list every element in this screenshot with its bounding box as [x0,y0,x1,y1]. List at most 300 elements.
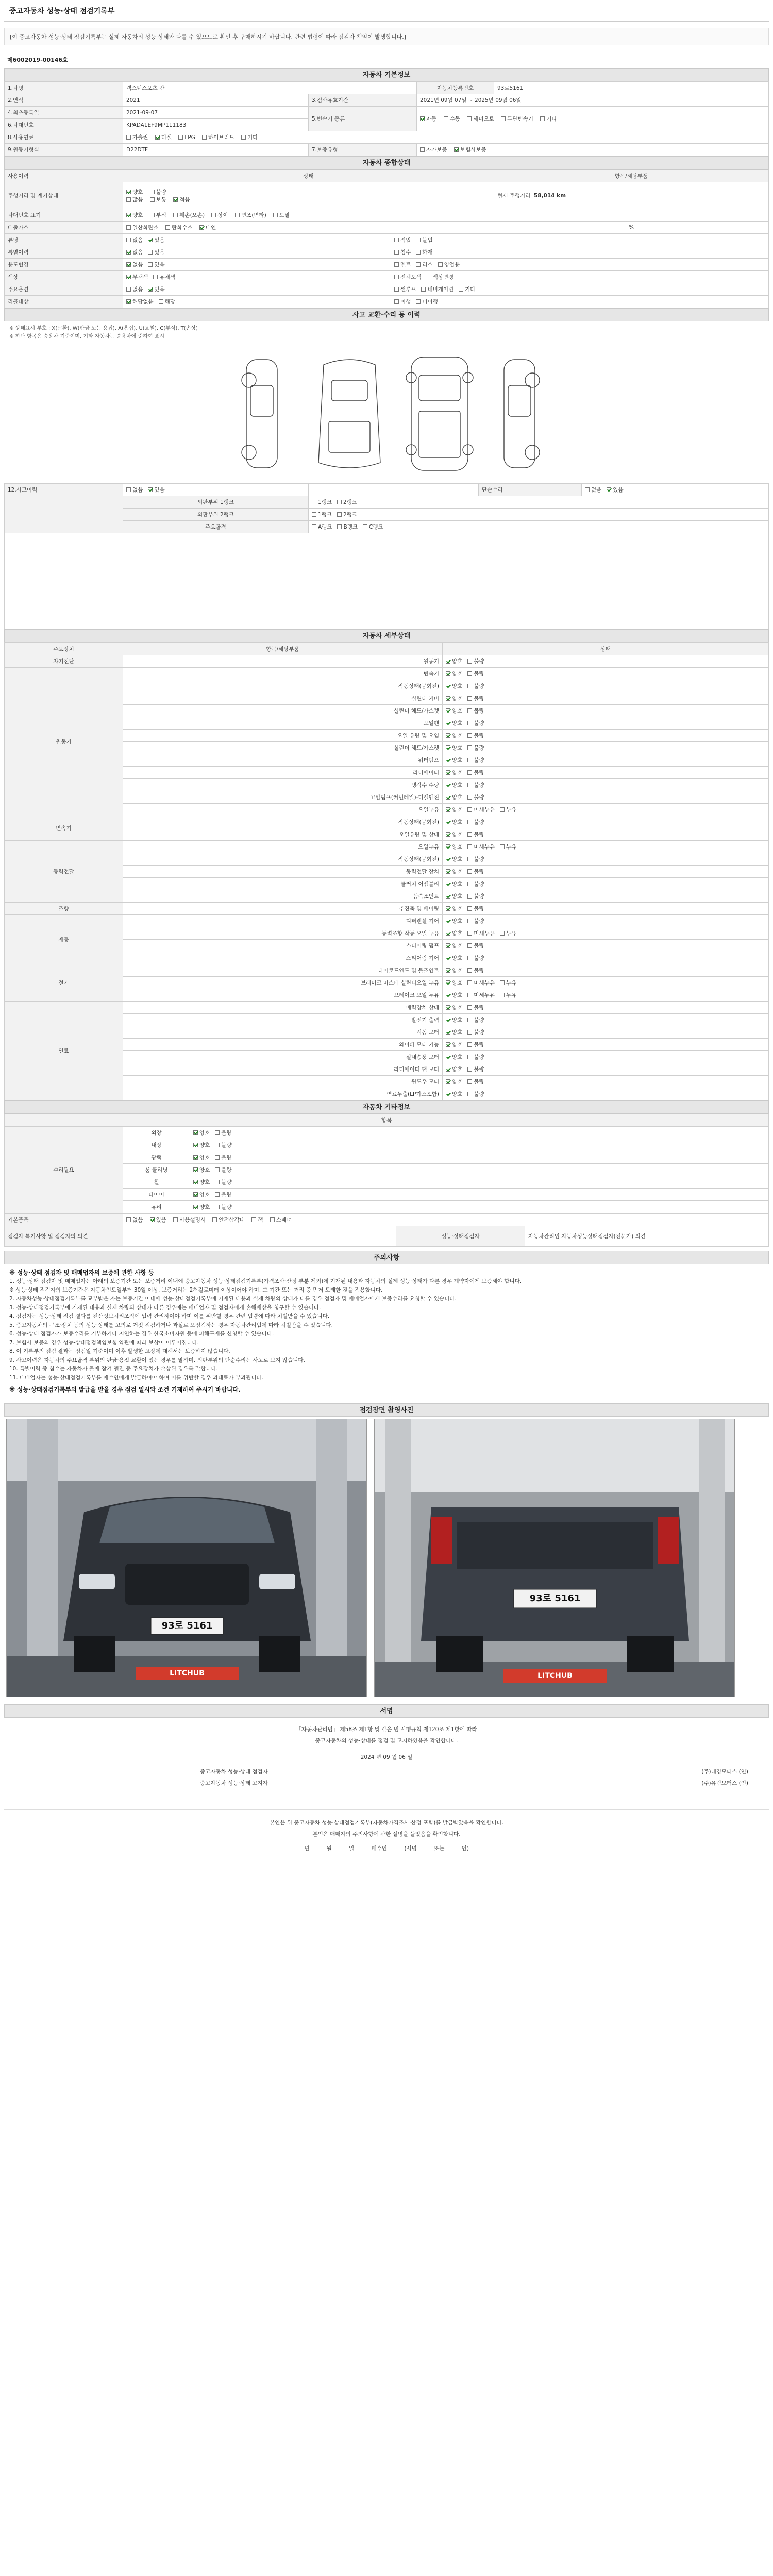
detail-item: 동력조향 작동 오일 누유 [123,927,443,940]
detail-row [5,1002,769,1014]
checkbox-icon [446,696,450,701]
checkbox-icon [394,299,399,304]
checkbox-icon [467,980,472,985]
fuel-options: 가솔린 디젤 LPG 하이브리드 기타 [123,131,769,144]
detail-state [443,989,769,1002]
extra-blank [396,1139,525,1151]
detail-item: 워터펌프 [123,754,443,767]
state-option: 불량 [474,708,484,714]
detail-group: 원동기 [5,668,123,816]
checkbox-icon [126,197,131,202]
special-label: 특별이력 [5,246,123,259]
checkbox-icon [454,147,459,152]
special-options: 없음 있음 [123,246,391,259]
car-diagram [4,344,769,483]
repair-options: 없음 있음 [582,484,769,496]
year-value: 2021 [123,94,309,107]
state-option: 양호 [452,881,463,887]
frame-label: 주요골격 [123,521,309,533]
state-option: 양호 [452,856,463,862]
checkbox-icon [241,135,246,140]
state-option: 불량 [474,696,484,702]
detail-state [443,816,769,828]
checkbox-icon [467,1042,472,1047]
checkbox-icon [215,1180,220,1184]
state-option: 양호 [452,745,463,751]
extra-state [190,1127,396,1139]
checkbox-icon [270,1217,275,1222]
detail-row [5,841,769,853]
color-options: 무채색 유채색 [123,271,391,283]
rear-lift-brand: LITCHUB [537,1672,573,1680]
state-option: 미세누유 [474,992,495,998]
detail-item: 오일누유 [123,804,443,816]
detail-state [443,767,769,779]
checkbox-icon [420,116,425,121]
checkbox-icon [251,1217,256,1222]
vin-state-options: 양호 부식 훼손(오손) 상이 변조(변타) 도말 [123,209,769,222]
state-option: 불량 [474,794,484,801]
note-item: 9. 사고이력은 자동차의 주요골격 부위의 판금·용접·교환이 있는 경우를 말하며, 외판부위의 단순수리는 사고로 보지 않습니다. [9,1357,305,1363]
detail-item: 클러치 어셈블리 [123,878,443,890]
detail-item: 실린더 헤드/가스켓 [123,705,443,717]
model-value: 렉스턴스포츠 칸 [123,82,417,94]
detail-state [443,655,769,668]
detail-state [443,828,769,841]
note-item: 2. 자동차성능·상태점검기록부를 교부받은 자는 보증기간 이내에 성능·상태점검기록부에 기재된 내용과 실제 차량의 상태가 다를 경우 점검자 및 매매업자에게 보증수리를 요청할 수 있습니다. [9,1296,457,1302]
state-option: 불량 [474,819,484,825]
front-photo [6,1419,367,1697]
state-option: 불량 [474,733,484,739]
checkbox-icon [467,696,472,701]
checkbox-icon [126,287,131,292]
detail-state [443,1039,769,1051]
note-item: 3. 성능·상태점검기록부에 기재된 내용과 실제 차량의 상태가 다른 경우에는 매매업자 및 점검자에게 손해배상을 청구할 수 있습니다. [9,1304,321,1311]
state-option: 불량 [474,881,484,887]
buyer-row [4,1843,769,1854]
detail-head-item: 항목/해당부품 [123,643,443,655]
state-option: 불량 [474,869,484,875]
state-option: 불량 [474,1091,484,1097]
emission-options: 일산화탄소 탄화수소 매연 [123,222,494,234]
checkbox-icon [215,1192,220,1197]
checkbox-icon [235,213,240,217]
checkbox-icon [467,1055,472,1059]
state-option: 불량 [474,757,484,764]
opinion-table [4,1213,769,1247]
outer1-label: 외판부위 1랭크 [123,496,309,509]
checkbox-icon [467,1005,472,1010]
detail-state [443,804,769,816]
checkbox-icon [467,795,472,800]
checkbox-icon [394,287,399,292]
note-item: 6. 성능·상태 점검자가 보증수리를 거부하거나 지연하는 경우 한국소비자원 등에 피해구제를 신청할 수 있습니다. [9,1331,274,1337]
extra-item: 타이어 [123,1189,190,1201]
state-option: 불량 [474,1042,484,1048]
detail-state [443,1014,769,1026]
odometer-options: 양호 불량 많음 보통 적음 [123,182,494,209]
year-label: 2.연식 [5,94,123,107]
options-label: 주요옵션 [5,283,123,296]
checkbox-icon [394,262,399,267]
detail-state [443,705,769,717]
front-lift-brand: LITCHUB [170,1669,205,1677]
checkbox-icon [215,1143,220,1147]
state-option: 불량 [221,1179,232,1185]
outer2-label: 외판부위 2랭크 [123,509,309,521]
checkbox-icon [193,1180,198,1184]
rear-photo [374,1419,735,1697]
checkbox-icon [446,721,450,725]
checkbox-icon [467,993,472,997]
checkbox-icon [446,993,450,997]
checkbox-icon [215,1155,220,1160]
note-item: ※ 성능·상태 점검자의 보증기간은 자동차인도일부터 30일 이상, 보증거리는 2천킬로미터 이상이어야 하며, 그 기간 또는 거리 중 먼저 도래한 것을 적용합니다. [9,1287,383,1293]
extra-state [190,1176,396,1189]
detail-item: 냉각수 수량 [123,779,443,791]
extra-item: 룸 클리닝 [123,1164,190,1176]
note-item: 7. 보험사 보증의 경우 성능·상태점검책임보험 약관에 따라 보상이 이루어집니다. [9,1340,199,1346]
confirm1: 본인은 위 중고자동차 성능·상태점검기록부(자동차가격조사·산정 포함)를 발급받았음을 확인합니다. [4,1809,769,1828]
checkbox-icon [446,733,450,738]
model-label: 1.차명 [5,82,123,94]
checkbox-icon [467,943,472,948]
recall-options: 해당없음 해당 [123,296,391,308]
state-option: 불량 [474,770,484,776]
buyer-month: 월 [326,1845,332,1852]
checkbox-icon [446,659,450,664]
extra-item: 유리 [123,1201,190,1213]
mileage-cell: 현재 주행거리 58,014 km [494,182,769,209]
checkbox-icon [173,197,178,202]
section-overall-state: 자동차 종합상태 [4,156,769,170]
state-option: 양호 [452,733,463,739]
checkbox-icon [467,844,472,849]
state-option: 누유 [506,980,517,986]
page-title: 중고자동차 성능·상태 점검기록부 [4,0,769,22]
checkbox-icon [126,299,131,304]
checkbox-icon [446,807,450,812]
diagram-legend [4,321,769,344]
checkbox-icon [467,733,472,738]
checkbox-icon [446,770,450,775]
checkbox-icon [126,135,131,140]
sign-area [4,1724,769,1854]
detail-row [5,964,769,977]
checkbox-icon [467,783,472,787]
checkbox-icon [215,1130,220,1135]
checkbox-icon [126,213,131,217]
detail-state [443,940,769,952]
checkbox-icon [467,671,472,676]
extra-state [190,1151,396,1164]
state-option: 양호 [452,943,463,949]
detail-row [5,903,769,915]
vin-state-label: 차대번호 표기 [5,209,123,222]
usage-label: 용도변경 [5,259,123,271]
detail-state [443,964,769,977]
car-rear-image [375,1419,735,1697]
checkbox-icon [394,238,399,242]
detail-state [443,977,769,989]
checkbox-icon [420,147,425,152]
trans-label: 5.변속기 종류 [309,107,417,131]
state-option: 양호 [452,708,463,714]
extra-head: 항목 [5,1114,769,1127]
checkbox-icon [148,287,153,292]
checkbox-icon [467,116,472,121]
state-option: 양호 [452,658,463,665]
checkbox-icon [273,213,278,217]
detail-row [5,655,769,668]
checkbox-icon [467,1030,472,1035]
checkbox-icon [607,487,611,492]
extra-state [190,1189,396,1201]
state-option: 양호 [199,1192,210,1198]
checkbox-icon [148,238,153,242]
checkbox-icon [363,524,367,529]
checkbox-icon [337,524,342,529]
checkbox-icon [416,250,421,255]
seller-name: (주)유림모터스 (인) [701,1780,748,1786]
checkbox-icon [446,857,450,861]
state-option: 불량 [474,943,484,949]
state-option: 양호 [452,794,463,801]
checkbox-icon [193,1167,198,1172]
outer2-options: 1랭크 2랭크 [309,509,769,521]
buyer-sign: (서명 또는 인) [404,1845,469,1852]
note-item: 1. 성능·상태 점검자 및 매매업자는 아래의 보증기간 또는 보증거리 이내에 중고자동차 성능·상태점검기록부(가격조사·산정 부분 제외)에 기재된 내용과 자동차의 실제 성능·상태가 다른 경우 계약자에게 보증해야 합니다. [9,1278,522,1284]
sign-text2: 중고자동차의 성능·상태를 점검 및 고지하였음을 확인합니다. [315,1738,458,1744]
checkbox-icon [446,783,450,787]
checkbox-icon [467,1079,472,1084]
state-option: 불량 [474,1005,484,1011]
detail-item: 오일 유량 및 오염 [123,730,443,742]
detail-state [443,680,769,692]
detail-item: 실린더 커버 [123,692,443,705]
detail-group: 자기진단 [5,655,123,668]
frame-options: A랭크 B랭크 C랭크 [309,521,769,533]
checkbox-icon [427,275,431,279]
seller-label: 중고자동차 성능·상태 고지자 [200,1780,268,1786]
detail-group: 조향 [5,903,123,915]
extra-item: 내장 [123,1139,190,1151]
state-option: 양호 [452,893,463,900]
detail-item: 라디에이터 [123,767,443,779]
checkbox-icon [467,956,472,960]
detail-item: 원동기 [123,655,443,668]
detail-state [443,1051,769,1063]
overall-head-item: 항목/해당부품 [494,170,769,182]
state-option: 불량 [474,745,484,751]
extra-blank [396,1189,525,1201]
checkbox-icon [446,1030,450,1035]
detail-group: 변속기 [5,816,123,841]
state-option: 양호 [452,1091,463,1097]
extra-state [190,1139,396,1151]
trans-options: 자동 수동 세미오토 무단변속기 기타 [417,107,769,131]
detail-state [443,754,769,767]
checkbox-icon [444,116,448,121]
detail-state [443,878,769,890]
detail-item: 배력장치 상태 [123,1002,443,1014]
checkbox-icon [446,943,450,948]
tuning-options: 없음 있음 [123,234,391,246]
state-option: 양호 [452,968,463,974]
state-option: 불량 [474,1066,484,1073]
checkbox-icon [155,135,160,140]
state-option: 양호 [452,770,463,776]
accident-label: 12.사고이력 [5,484,123,496]
state-option: 양호 [452,918,463,924]
checkbox-icon [126,190,131,194]
section-basic-info: 자동차 기본정보 [4,68,769,81]
checkbox-icon [173,213,178,217]
checkbox-icon [446,1005,450,1010]
detail-row [5,816,769,828]
reg-value: 93로5161 [494,82,769,94]
reg-label: 자동차등록번호 [417,82,494,94]
notice-text: [이 중고자동차 성능·상태 점검기록부는 실제 자동차의 성능·상태와 다를 수 있으므로 확인 후 구매하시기 바랍니다. 관련 법령에 따라 점검자 책임이 발생합니다.] [4,28,769,45]
notes-footer: ※ 성능·상태점검기록부의 발급을 받을 경우 점검 일시와 조건 기재하여 주시기 바랍니다. [9,1386,241,1393]
detail-group: 연료 [5,1002,123,1100]
extra-blank [525,1176,769,1189]
detail-state [443,841,769,853]
checkbox-icon [467,684,472,688]
detail-head-state: 상태 [443,643,769,655]
checkbox-icon [126,1217,131,1222]
checkbox-icon [446,931,450,936]
checkbox-icon [500,980,505,985]
detail-state [443,1026,769,1039]
extra-blank [396,1151,525,1164]
section-photos: 점검장면 촬영사진 [4,1403,769,1417]
checkbox-icon [416,238,421,242]
state-option: 양호 [452,1005,463,1011]
checkbox-icon [211,213,216,217]
state-option: 불량 [474,893,484,900]
repair-label: 단순수리 [479,484,582,496]
note-item: 5. 중고자동차의 구조·장치 등의 성능·상태를 고의로 거짓 점검하거나 과실로 오점검하는 경우 자동차관리법에 따라 처벌받을 수 있습니다. [9,1322,333,1328]
checkbox-icon [165,225,170,230]
checkbox-icon [446,1092,450,1096]
checkbox-icon [467,869,472,874]
engine-value: D22DTF [123,144,309,156]
accident-options: 없음 있음 [123,484,309,496]
checkbox-icon [446,1018,450,1022]
section-notes: 주의사항 [4,1251,769,1264]
checkbox-icon [337,500,342,504]
opinion2-label: 성능·상태점검자 [396,1226,525,1247]
state-option: 불량 [221,1204,232,1210]
detail-state [443,692,769,705]
checkbox-icon [446,1067,450,1072]
accident-table [4,483,769,533]
checkbox-icon [467,931,472,936]
checkbox-icon [446,832,450,837]
checkbox-icon [421,287,426,292]
checkbox-icon [446,1042,450,1047]
detail-head-device: 주요장치 [5,643,123,655]
section-accident-history: 사고 교환·수리 등 이력 [4,308,769,321]
extra-item: 외장 [123,1127,190,1139]
detail-item: 동력전달 장치 [123,866,443,878]
fuel-label: 8.사용연료 [5,131,123,144]
detail-state [443,915,769,927]
checkbox-icon [159,299,163,304]
state-option: 불량 [221,1155,232,1161]
detail-state [443,730,769,742]
checkbox-icon [148,262,153,267]
checkbox-icon [438,262,443,267]
checkbox-icon [467,745,472,750]
detail-item: 브레이크 오일 누유 [123,989,443,1002]
checkbox-icon [467,832,472,837]
special-sub: 침수 화재 [391,246,769,259]
extra-state [190,1201,396,1213]
checkbox-icon [446,882,450,886]
confirm2: 본인은 매매자의 주의사항에 관한 설명을 들었음을 확인합니다. [312,1831,461,1837]
opinion2-value: 자동차관리법 자동차성능상태점검자(전문가) 의견 [525,1226,769,1247]
checkbox-icon [500,844,505,849]
checkbox-icon [150,1217,155,1222]
checkbox-icon [173,1217,178,1222]
inspector-name: (주)대경모터스 (인) [701,1769,748,1775]
state-option: 양호 [452,869,463,875]
mileage-value: 58,014 km [533,193,566,199]
checkbox-icon [148,487,153,492]
checkbox-icon [459,287,463,292]
state-option: 양호 [452,671,463,677]
detail-state [443,890,769,903]
state-option: 양호 [452,832,463,838]
checkbox-icon [150,190,155,194]
emission-label: 배출가스 [5,222,123,234]
rear-plate: 93로 5161 [529,1593,581,1604]
extra-item: 광택 [123,1151,190,1164]
color-sub: 전체도색 색상변경 [391,271,769,283]
checkbox-icon [148,250,153,255]
recall-label: 리콜대상 [5,296,123,308]
extra-item: 휠 [123,1176,190,1189]
period-label: 3.검사유효기간 [309,94,417,107]
basic-info-table [4,81,769,156]
detail-item: 실린더 헤드/가스켓 [123,742,443,754]
state-option: 양호 [452,930,463,937]
detail-item: 디퍼렌셜 기어 [123,915,443,927]
first-reg-value: 2021-09-07 [123,107,309,119]
sign-text1: 「자동차관리법」 제58조 제1항 및 같은 법 시행규칙 제120조 제1항에 따라 [296,1726,477,1733]
detail-item: 라디에이터 팬 모터 [123,1063,443,1076]
state-option: 양호 [452,1054,463,1060]
checkbox-icon [446,869,450,874]
detail-item: 고압펌프(커먼레일)-디젤엔진 [123,791,443,804]
engine-label: 9.원동기형식 [5,144,123,156]
state-option: 불량 [474,968,484,974]
extra-blank [525,1164,769,1176]
detail-item: 오일팬 [123,717,443,730]
note-item: 8. 이 기록부의 점검 결과는 점검일 기준이며 이후 발생한 고장에 대해서는 보증하지 않습니다. [9,1348,230,1354]
warranty-options: 자가보증 보험사보증 [417,144,769,156]
extra-blank [525,1139,769,1151]
checkbox-icon [446,820,450,824]
extra-blank [525,1151,769,1164]
emission-value: % [494,222,769,234]
state-option: 불량 [474,955,484,961]
checkbox-icon [178,135,183,140]
checkbox-icon [446,980,450,985]
checkbox-icon [126,487,131,492]
